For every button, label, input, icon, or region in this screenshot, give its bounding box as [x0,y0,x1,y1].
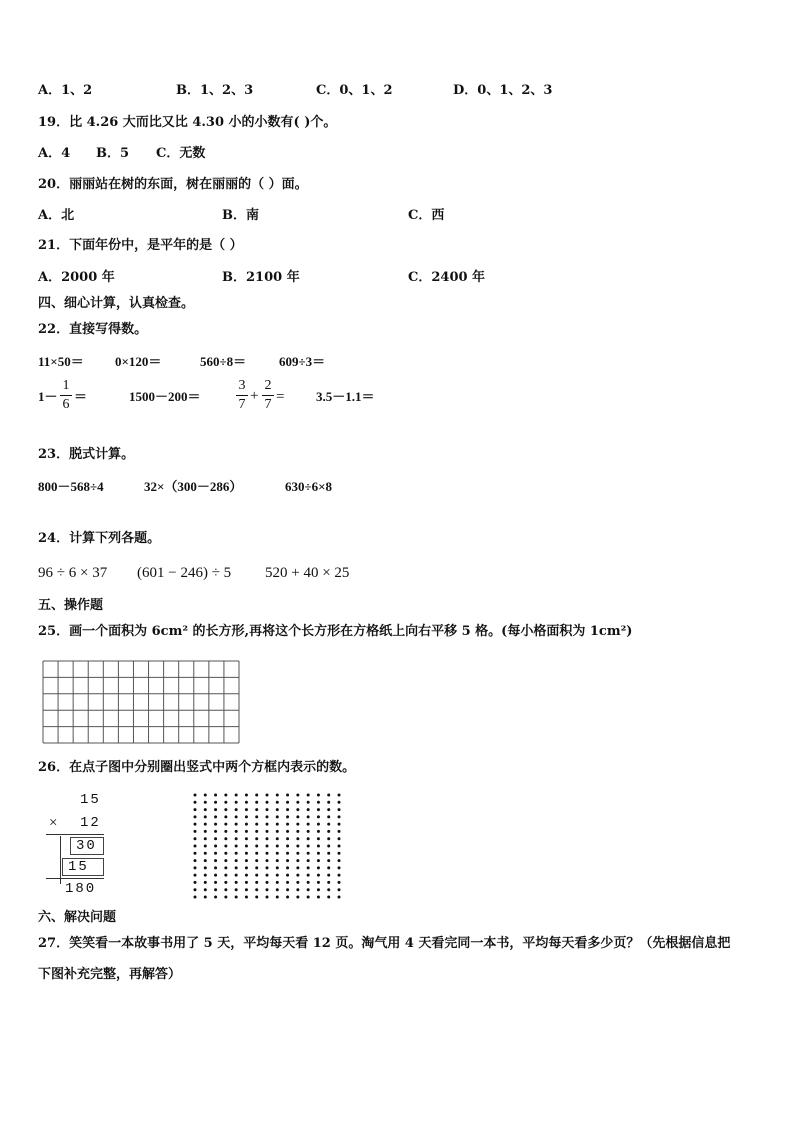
dot [276,837,279,840]
vertical-rule-2 [46,878,104,879]
q22-item-7-operator: + [250,388,259,404]
dot [266,830,269,833]
dot [214,794,217,797]
dot [296,808,299,811]
dot [214,896,217,899]
q27-stem-line-2: 下图补充完整，再解答） [38,967,182,982]
dot [317,830,320,833]
fraction-denominator: 7 [238,397,246,412]
dot [255,866,258,869]
dot [307,823,310,826]
dot [214,888,217,891]
dot [224,823,227,826]
dot [317,815,320,818]
q22-item-6: 1500－200＝ [129,389,201,404]
dot [204,874,207,877]
dot [224,888,227,891]
dot [214,881,217,884]
dot [255,881,258,884]
dot [245,866,248,869]
q19-option-c: C．无数 [156,146,206,161]
q20-option-c: C．西 [408,208,445,223]
dot [266,859,269,862]
dot [235,794,238,797]
multiply-sign: × [49,815,58,831]
q21-option-c: C．2400 年 [408,270,486,285]
q22-item-4: 609÷3＝ [279,354,326,369]
dot [224,808,227,811]
dot [307,845,310,848]
dot [307,808,310,811]
dot [255,852,258,855]
dot [224,794,227,797]
dot [194,830,197,833]
dot [255,823,258,826]
dot [276,801,279,804]
dot [327,830,330,833]
dot [214,845,217,848]
dot [317,852,320,855]
dot [266,837,269,840]
dot [255,830,258,833]
dot [194,859,197,862]
dot [204,815,207,818]
q22-item-5-suffix: ＝ [74,389,88,404]
dot [338,859,341,862]
q27-stem-line-1: 27．笑笑看一本故事书用了 5 天，平均每天看 12 页。淘气用 4 天看完同一本书，平均每天看多少页？（先根据信息把 [38,936,731,951]
dot [276,896,279,899]
dot [307,830,310,833]
q18-option-a: A．1、2 [38,83,93,98]
dot [235,852,238,855]
dot [245,815,248,818]
dot [194,896,197,899]
dot [276,852,279,855]
dot [245,801,248,804]
dot [214,866,217,869]
vertical-bracket-line [60,836,61,884]
dot [214,859,217,862]
dot [307,859,310,862]
q24-item-2: (601 − 246) ÷ 5 [137,565,232,581]
dot [286,896,289,899]
dot [194,852,197,855]
q22-item-5-fraction [60,378,72,413]
dot [276,808,279,811]
dot [204,845,207,848]
dot [266,852,269,855]
dot [286,866,289,869]
dot [204,896,207,899]
dot [307,866,310,869]
q20-stem: 20．丽丽站在树的东面，树在丽丽的（ ）面。 [38,177,308,192]
dot [276,794,279,797]
section-4-title: 四、细心计算，认真检查。 [38,296,195,311]
dot [286,837,289,840]
dot [266,845,269,848]
dot [286,815,289,818]
dot [296,830,299,833]
q22-item-1: 11×50＝ [38,354,84,369]
dot [276,859,279,862]
dot [296,815,299,818]
dot [224,866,227,869]
dot [204,830,207,833]
dot [204,859,207,862]
dot [235,830,238,833]
dot [235,815,238,818]
dot [317,881,320,884]
q23-item-3: 630÷6×8 [285,479,333,494]
dot [307,801,310,804]
dot [204,823,207,826]
partial-product-1: 30 [76,838,97,854]
dot [204,866,207,869]
dot [317,823,320,826]
dot [286,852,289,855]
fraction-numerator: 1 [62,378,70,393]
dot [224,852,227,855]
dot [317,801,320,804]
dot [276,845,279,848]
dot [245,888,248,891]
partial-product-2: 15 [68,859,89,875]
dot [204,852,207,855]
dot [255,896,258,899]
vertical-rule-1 [46,834,104,835]
dot [235,881,238,884]
vertical-second-number: 12 [80,815,101,831]
dot [317,837,320,840]
dot [327,815,330,818]
fraction-numerator: 2 [264,378,272,393]
dot [276,874,279,877]
dot [255,845,258,848]
dot [317,794,320,797]
dot [276,823,279,826]
dot [286,859,289,862]
dot [194,837,197,840]
dot [245,852,248,855]
dot [276,881,279,884]
q18-option-d: D．0、1、2、3 [453,83,553,98]
dot [296,859,299,862]
dot [327,896,330,899]
dot [338,801,341,804]
dot [245,823,248,826]
q24-item-1: 96 ÷ 6 × 37 [38,565,108,581]
dot [327,852,330,855]
dot [235,874,238,877]
dot [224,845,227,848]
dot [235,896,238,899]
dot [338,888,341,891]
dot [317,866,320,869]
dot [214,808,217,811]
dot [214,823,217,826]
dot [255,837,258,840]
dot [327,801,330,804]
dot [224,801,227,804]
dot [245,881,248,884]
dot [317,888,320,891]
dot [255,794,258,797]
dot [194,808,197,811]
dot [338,823,341,826]
dot [276,830,279,833]
dot [214,852,217,855]
q21-option-b: B．2100 年 [222,270,300,285]
dot [245,859,248,862]
q20-option-a: A．北 [38,208,75,223]
q20-option-b: B．南 [222,208,259,223]
vertical-top-number: 15 [80,792,101,808]
dot [204,888,207,891]
dot [307,837,310,840]
dot [235,801,238,804]
q22-item-3: 560÷8＝ [200,354,247,369]
dot [245,794,248,797]
dot [307,852,310,855]
dot [296,881,299,884]
q21-option-a: A．2000 年 [38,270,115,285]
dot [296,896,299,899]
dot [286,801,289,804]
dot [327,874,330,877]
q22-stem: 22．直接写得数。 [38,322,148,337]
dot [194,881,197,884]
dot [307,794,310,797]
dot [194,794,197,797]
dot [194,815,197,818]
dot [194,845,197,848]
dot [214,874,217,877]
dot [317,874,320,877]
dot [204,881,207,884]
q22-item-2: 0×120＝ [115,354,162,369]
dot [235,808,238,811]
dot [317,859,320,862]
dot [214,801,217,804]
dot [286,845,289,848]
dot [235,859,238,862]
q19-option-a: A．4 [38,146,71,161]
dot [255,801,258,804]
dot [204,808,207,811]
q22-item-8: 3.5－1.1＝ [316,389,375,404]
dot [266,896,269,899]
dot [276,866,279,869]
dot [296,823,299,826]
dot [296,801,299,804]
dot [245,808,248,811]
q18-option-b: B．1、2、3 [176,83,254,98]
q26-stem: 26．在点子图中分别圈出竖式中两个方框内表示的数。 [38,760,356,775]
q22-item-7-suffix: = [276,389,285,405]
dot [307,881,310,884]
dot [235,888,238,891]
q19-option-b: B．5 [96,146,130,161]
dot [204,837,207,840]
dot [286,808,289,811]
dot [224,837,227,840]
dot [338,815,341,818]
dot [255,859,258,862]
dot [194,823,197,826]
dot [266,866,269,869]
dot [255,888,258,891]
dot [286,874,289,877]
fraction-bar [236,395,248,396]
dot [224,896,227,899]
dot [296,837,299,840]
dot [235,845,238,848]
q18-option-c: C．0、1、2 [316,83,393,98]
dot [255,874,258,877]
dot [204,794,207,797]
dot [286,881,289,884]
dot [266,881,269,884]
dot [286,794,289,797]
dot [338,866,341,869]
dot [296,866,299,869]
q21-stem: 21．下面年份中，是平年的是（ ） [38,238,243,253]
dot-grid[interactable] [193,793,341,899]
dot [327,866,330,869]
fraction-numerator: 3 [238,378,246,393]
dot [296,852,299,855]
dot [194,888,197,891]
q22-item-5-prefix: 1－ [38,389,58,404]
dot [266,823,269,826]
dot [235,866,238,869]
fraction-bar [262,395,274,396]
q23-item-2: 32×（300－286） [144,479,243,494]
dot [317,808,320,811]
dot [266,888,269,891]
dot [276,888,279,891]
fraction-denominator: 7 [264,397,272,412]
dot [214,830,217,833]
dot [338,881,341,884]
dot [214,815,217,818]
dot [327,794,330,797]
dot [266,794,269,797]
dot [266,808,269,811]
q22-item-7-fraction-1 [236,378,248,413]
dot [317,896,320,899]
dot [338,845,341,848]
dot [307,896,310,899]
dot [307,874,310,877]
dot [307,815,310,818]
dot [327,859,330,862]
q24-stem: 24．计算下列各题。 [38,531,161,546]
dot [235,837,238,840]
dot [204,801,207,804]
section-5-title: 五、操作题 [38,598,104,613]
dot [224,815,227,818]
dot [286,830,289,833]
dot [286,823,289,826]
dot [338,874,341,877]
dot [296,874,299,877]
dot [245,874,248,877]
dot [327,881,330,884]
dot [338,808,341,811]
fraction-denominator: 6 [62,397,70,412]
dot [327,837,330,840]
dot [194,866,197,869]
dot [214,837,217,840]
dot [224,830,227,833]
q24-item-3: 520 + 40 × 25 [265,565,350,581]
dot [224,859,227,862]
dot [338,896,341,899]
square-grid-paper[interactable] [42,660,240,744]
q25-stem: 25．画一个面积为 6cm² 的长方形,再将这个长方形在方格纸上向右平移 5 格。(每小格面积为 1cm²) [38,624,633,639]
q19-stem: 19．比 4.26 大而比又比 4.30 小的小数有( )个。 [38,115,337,130]
dot [338,830,341,833]
dot [296,794,299,797]
dot [266,801,269,804]
dot [307,888,310,891]
dot [224,881,227,884]
dot [296,888,299,891]
dot [276,815,279,818]
dot [327,845,330,848]
dot [317,845,320,848]
dot [194,874,197,877]
dot [266,874,269,877]
dot [255,808,258,811]
dot [194,801,197,804]
vertical-result: 180 [65,881,97,897]
dot [255,815,258,818]
dot [266,815,269,818]
dot [338,837,341,840]
dot [224,874,227,877]
q23-stem: 23．脱式计算。 [38,447,135,462]
dot [286,888,289,891]
dot [327,823,330,826]
dot [338,794,341,797]
q23-item-1: 800－568÷4 [38,479,104,494]
fraction-bar [60,395,72,396]
dot [296,845,299,848]
dot [245,830,248,833]
dot [327,808,330,811]
dot [245,896,248,899]
dot [245,837,248,840]
dot [338,852,341,855]
q22-item-7-fraction-2 [262,378,274,413]
section-6-title: 六、解决问题 [38,910,117,925]
dot [245,845,248,848]
dot [327,888,330,891]
dot [235,823,238,826]
